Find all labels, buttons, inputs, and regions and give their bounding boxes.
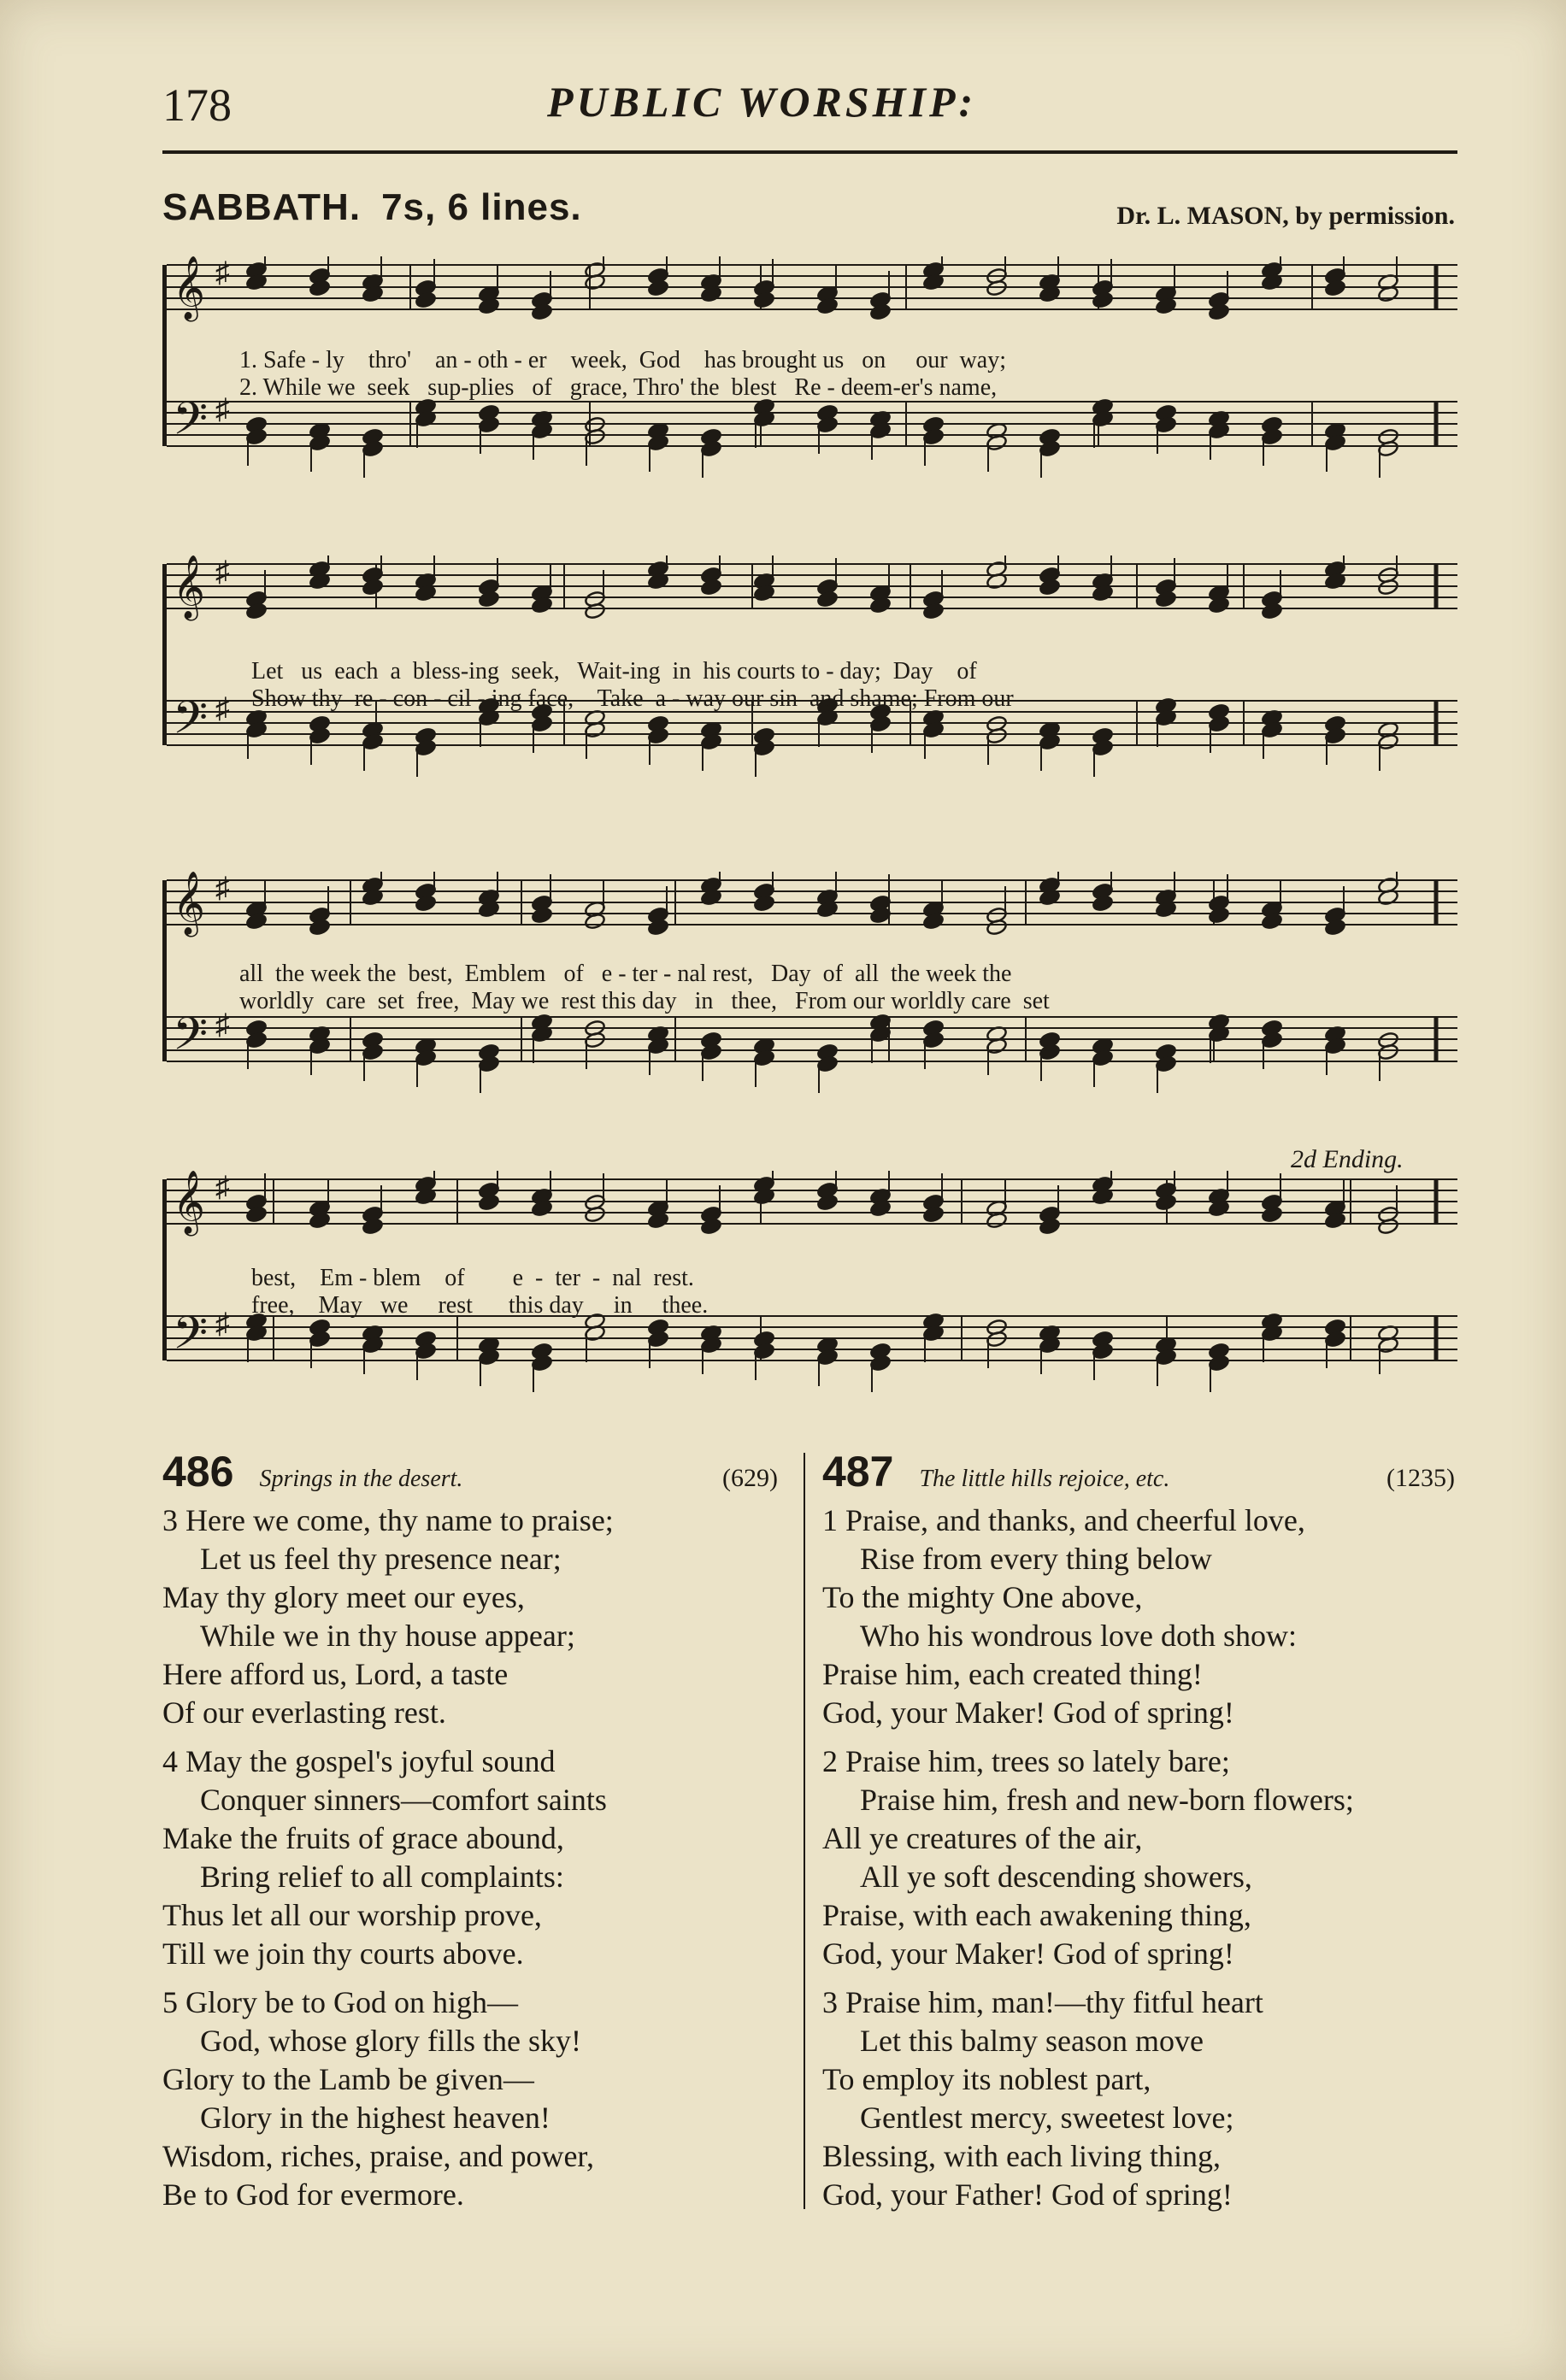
hymn-line: While we in thy house appear; xyxy=(200,1619,575,1653)
stanza-list xyxy=(162,1501,778,2214)
hymn-line: To employ its noblest part, xyxy=(822,2062,1151,2096)
hymn-topic: Springs in the desert. xyxy=(259,1466,463,1492)
music-system-3 xyxy=(162,872,1457,1128)
hymn-line: Let us feel thy presence near; xyxy=(200,1542,562,1576)
treble-clef: 𝄞 xyxy=(173,1171,205,1234)
hymn-line: To the mighty One above, xyxy=(822,1580,1143,1614)
stanza-list xyxy=(822,1501,1455,2214)
stanza xyxy=(162,1501,778,1732)
hymn-header xyxy=(822,1448,1455,1498)
hymn-line: Of our everlasting rest. xyxy=(162,1695,446,1730)
hymn-line: Bring relief to all complaints: xyxy=(200,1860,564,1894)
tune-name: SABBATH. xyxy=(162,186,362,228)
hymn-reference: (1235) xyxy=(1386,1464,1455,1492)
key-signature: ♯ xyxy=(215,257,230,289)
hymn-line: Conquer sinners—comfort saints xyxy=(200,1783,607,1817)
hymn-line: Blessing, with each living thing, xyxy=(822,2139,1221,2173)
hymn-line: 5 Glory be to God on high— xyxy=(162,1985,518,2019)
key-signature: ♯ xyxy=(215,1308,230,1340)
treble-staff xyxy=(167,256,1457,322)
key-signature: ♯ xyxy=(215,1172,230,1203)
hymn-486 xyxy=(162,1448,778,2224)
lyric-verse-2: 2. While we seek sup-plies of grace, Thro' the blest Re - deem-er's name, xyxy=(239,374,998,401)
bass-staff xyxy=(167,1308,1457,1392)
hymn-reference: (629) xyxy=(722,1464,778,1492)
header-rule xyxy=(162,150,1457,154)
composer-credit: Dr. L. MASON, by permission. xyxy=(1116,202,1455,230)
hymn-line: 2 Praise him, trees so lately bare; xyxy=(822,1744,1230,1778)
treble-clef: 𝄞 xyxy=(173,555,205,619)
stanza xyxy=(822,1983,1455,2214)
hymn-line: All ye soft descending showers, xyxy=(860,1860,1252,1894)
second-ending-label: 2d Ending. xyxy=(1291,1145,1404,1173)
bass-clef: 𝄢 xyxy=(173,692,209,755)
hymn-487 xyxy=(822,1448,1455,2224)
hymn-line: Praise, with each awakening thing, xyxy=(822,1898,1251,1932)
hymn-line: 3 Praise him, man!—thy fitful heart xyxy=(822,1985,1263,2019)
hymn-line: Thus let all our worship prove, xyxy=(162,1898,542,1932)
music-system-2 xyxy=(162,555,1457,812)
stanza xyxy=(162,1742,778,1973)
hymn-line: Who his wondrous love doth show: xyxy=(860,1619,1297,1653)
key-signature: ♯ xyxy=(215,394,230,426)
lyric-verse-2: Show thy re - con - cil - ing face, Take a - way our sin and shame; From our xyxy=(251,685,1014,712)
hymn-line: May thy glory meet our eyes, xyxy=(162,1580,525,1614)
stanza xyxy=(822,1501,1455,1732)
hymn-line: Let this balmy season move xyxy=(860,2024,1204,2058)
treble-clef: 𝄞 xyxy=(173,256,205,320)
hymn-line: Wisdom, riches, praise, and power, xyxy=(162,2139,594,2173)
hymn-topic: The little hills rejoice, etc. xyxy=(919,1466,1170,1492)
hymn-line: God, your Maker! God of spring! xyxy=(822,1695,1234,1730)
hymn-line: Glory in the highest heaven! xyxy=(200,2101,550,2135)
music-system-4 xyxy=(162,1171,1457,1427)
hymn-number: 486 xyxy=(162,1448,234,1496)
music-system-1 xyxy=(162,256,1457,504)
tune-heading xyxy=(162,186,582,229)
system-brace xyxy=(162,265,167,446)
hymn-line: Here afford us, Lord, a taste xyxy=(162,1657,509,1691)
lyric-verse-2: worldly care set free, May we rest this day in thee, From our worldly care set xyxy=(239,988,1050,1014)
treble-staff xyxy=(167,1171,1457,1237)
system-brace xyxy=(162,880,167,1061)
lyric-verse-1: all the week the best, Emblem of e - ter - nal rest, Day of all the week the xyxy=(239,961,1012,987)
hymn-line: Be to God for evermore. xyxy=(162,2177,464,2212)
system-brace xyxy=(162,1179,167,1360)
hymn-number: 487 xyxy=(822,1448,894,1496)
stanza xyxy=(822,1742,1455,1973)
key-signature: ♯ xyxy=(215,1009,230,1041)
key-signature: ♯ xyxy=(215,556,230,588)
lyric-verse-1: best, Em - blem of e - ter - nal rest. xyxy=(251,1265,694,1291)
hymn-line: Make the fruits of grace abound, xyxy=(162,1821,564,1855)
hymn-line: Praise him, fresh and new-born flowers; xyxy=(860,1783,1354,1817)
lyric-verse-2: free, May we rest this day in thee. xyxy=(251,1292,709,1319)
lyric-verse-1: Let us each a bless-ing seek, Wait-ing in his courts to - day; Day of xyxy=(251,658,977,685)
hymn-line: God, your Father! God of spring! xyxy=(822,2177,1233,2212)
hymn-line: God, your Maker! God of spring! xyxy=(822,1936,1234,1971)
tune-meter: 7s, 6 lines. xyxy=(381,186,582,228)
bass-staff xyxy=(167,393,1457,478)
hymn-line: Glory to the Lamb be given— xyxy=(162,2062,534,2096)
running-head: PUBLIC WORSHIP: xyxy=(547,78,977,126)
bass-staff xyxy=(167,1008,1457,1093)
treble-staff xyxy=(167,555,1457,621)
key-signature: ♯ xyxy=(215,873,230,904)
hymn-line: 1 Praise, and thanks, and cheerful love, xyxy=(822,1503,1305,1537)
hymn-line: Gentlest mercy, sweetest love; xyxy=(860,2101,1234,2135)
bass-clef: 𝄢 xyxy=(173,1308,209,1371)
bass-clef: 𝄢 xyxy=(173,1008,209,1072)
page-number: 178 xyxy=(162,79,232,131)
hymn-line: 3 Here we come, thy name to praise; xyxy=(162,1503,614,1537)
hymn-header xyxy=(162,1448,778,1498)
bass-clef: 𝄢 xyxy=(173,393,209,456)
hymn-line: 4 May the gospel's joyful sound xyxy=(162,1744,556,1778)
hymn-line: Rise from every thing below xyxy=(860,1542,1212,1576)
system-brace xyxy=(162,564,167,745)
hymn-line: Praise him, each created thing! xyxy=(822,1657,1203,1691)
hymn-line: God, whose glory fills the sky! xyxy=(200,2024,581,2058)
lyric-verse-1: 1. Safe - ly thro' an - oth - er week, God has brought us on our way; xyxy=(239,347,1006,373)
hymn-line: All ye creatures of the air, xyxy=(822,1821,1143,1855)
hymn-line: Till we join thy courts above. xyxy=(162,1936,524,1971)
key-signature: ♯ xyxy=(215,693,230,725)
column-divider xyxy=(804,1453,805,2209)
treble-staff xyxy=(167,872,1457,937)
stanza xyxy=(162,1983,778,2214)
treble-clef: 𝄞 xyxy=(173,872,205,935)
